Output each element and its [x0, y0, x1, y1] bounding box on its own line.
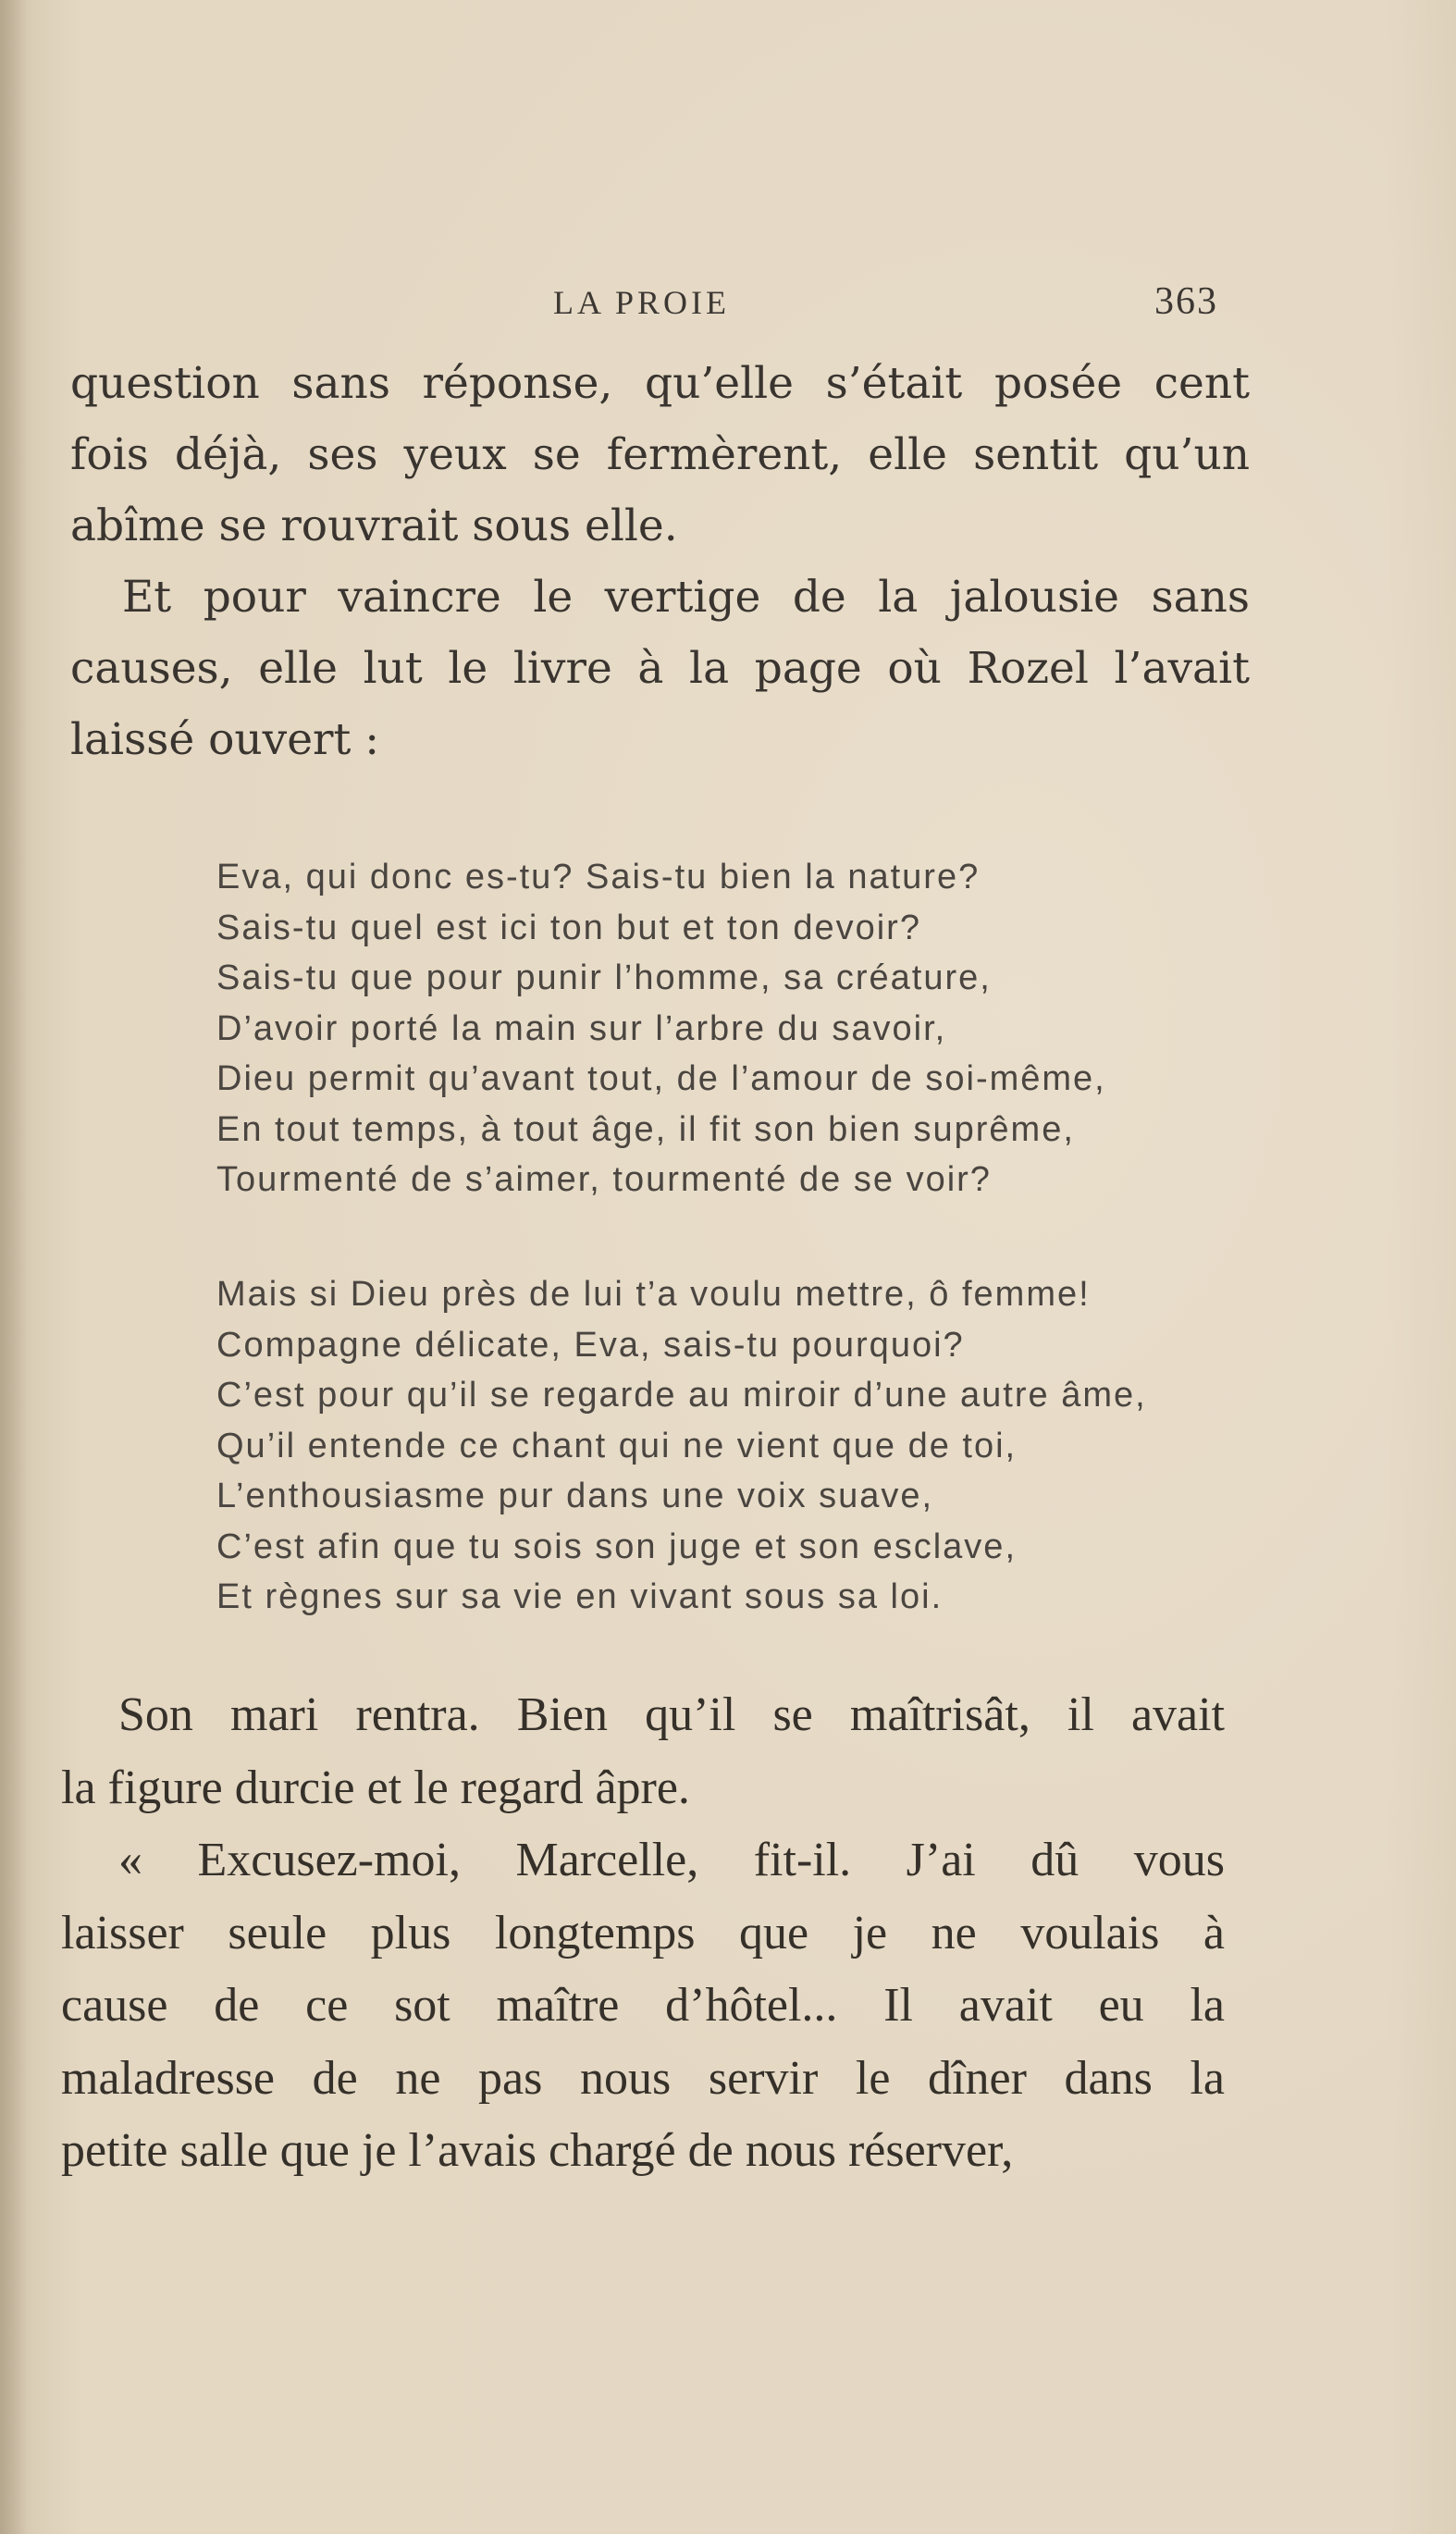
paragraph-dialogue	[61, 1824, 1225, 2188]
page-number: 363	[1154, 280, 1218, 323]
text-line: maladresse de ne pas nous servir le dîner dans la	[61, 2051, 1225, 2105]
poem-stanza-2	[216, 1269, 1252, 1623]
paragraph-husband-returns	[61, 1679, 1225, 1824]
running-head	[0, 278, 1456, 333]
gutter-shadow	[0, 0, 28, 2534]
verse-line: D’avoir porté la main sur l’arbre du savoir,	[216, 1008, 947, 1048]
poem-stanza-1	[216, 852, 1252, 1205]
text-line: laissé ouvert :	[70, 714, 380, 765]
verse-line: C’est afin que tu sois son juge et son esclave,	[216, 1527, 1018, 1566]
text-line: petite salle que je l’avais chargé de nous réserver,	[61, 2124, 1014, 2177]
running-title: LA PROIE	[553, 284, 731, 321]
text-line: « Excusez-moi, Marcelle, fit-il. J’ai dû vous	[118, 1834, 1225, 1886]
verse-line: Compagne délicate, Eva, sais-tu pourquoi?	[216, 1325, 965, 1365]
text-line: fois déjà, ses yeux se fermèrent, elle sentit qu’un	[70, 429, 1250, 480]
text-line: cause de ce sot maître d’hôtel... Il avait eu la	[61, 1979, 1225, 2032]
verse-line: Dieu permit qu’avant tout, de l’amour de soi-même,	[216, 1059, 1106, 1098]
verse-line: Et règnes sur sa vie en vivant sous sa loi.	[216, 1577, 944, 1616]
verse-line: Qu’il entende ce chant qui ne vient que de toi,	[216, 1426, 1018, 1465]
verse-line: En tout temps, à tout âge, il fit son bien suprême,	[216, 1109, 1075, 1149]
text-line: abîme se rouvrait sous elle.	[70, 501, 678, 551]
verse-line: Sais-tu quel est ici ton but et ton devoir?	[216, 908, 921, 947]
text-line: Et pour vaincre le vertige de la jalousie sans	[122, 572, 1250, 623]
text-line: Son mari rentra. Bien qu’il se maîtrisât, il avait	[118, 1688, 1225, 1741]
verse-line: Mais si Dieu près de lui t’a voulu mettre, ô femme!	[216, 1275, 1091, 1314]
verse-line: C’est pour qu’il se regarde au miroir d’une autre âme,	[216, 1376, 1147, 1415]
text-line: causes, elle lut le livre à la page où Rozel l’avait	[70, 643, 1250, 694]
paragraph-continuation	[70, 348, 1250, 562]
verse-line: Tourmenté de s’aimer, tourmenté de se voir?	[216, 1160, 992, 1199]
text-line: question sans réponse, qu’elle s’était posée cent	[70, 358, 1250, 409]
paragraph-jealousy	[70, 562, 1250, 775]
text-line: la figure durcie et le regard âpre.	[61, 1761, 690, 1814]
verse-line: Sais-tu que pour punir l’homme, sa créature,	[216, 958, 992, 997]
text-line: laisser seule plus longtemps que je ne voulais à	[61, 1906, 1225, 1959]
verse-line: L’enthousiasme pur dans une voix suave,	[216, 1477, 934, 1515]
verse-line: Eva, qui donc es-tu? Sais-tu bien la nature?	[216, 858, 981, 896]
